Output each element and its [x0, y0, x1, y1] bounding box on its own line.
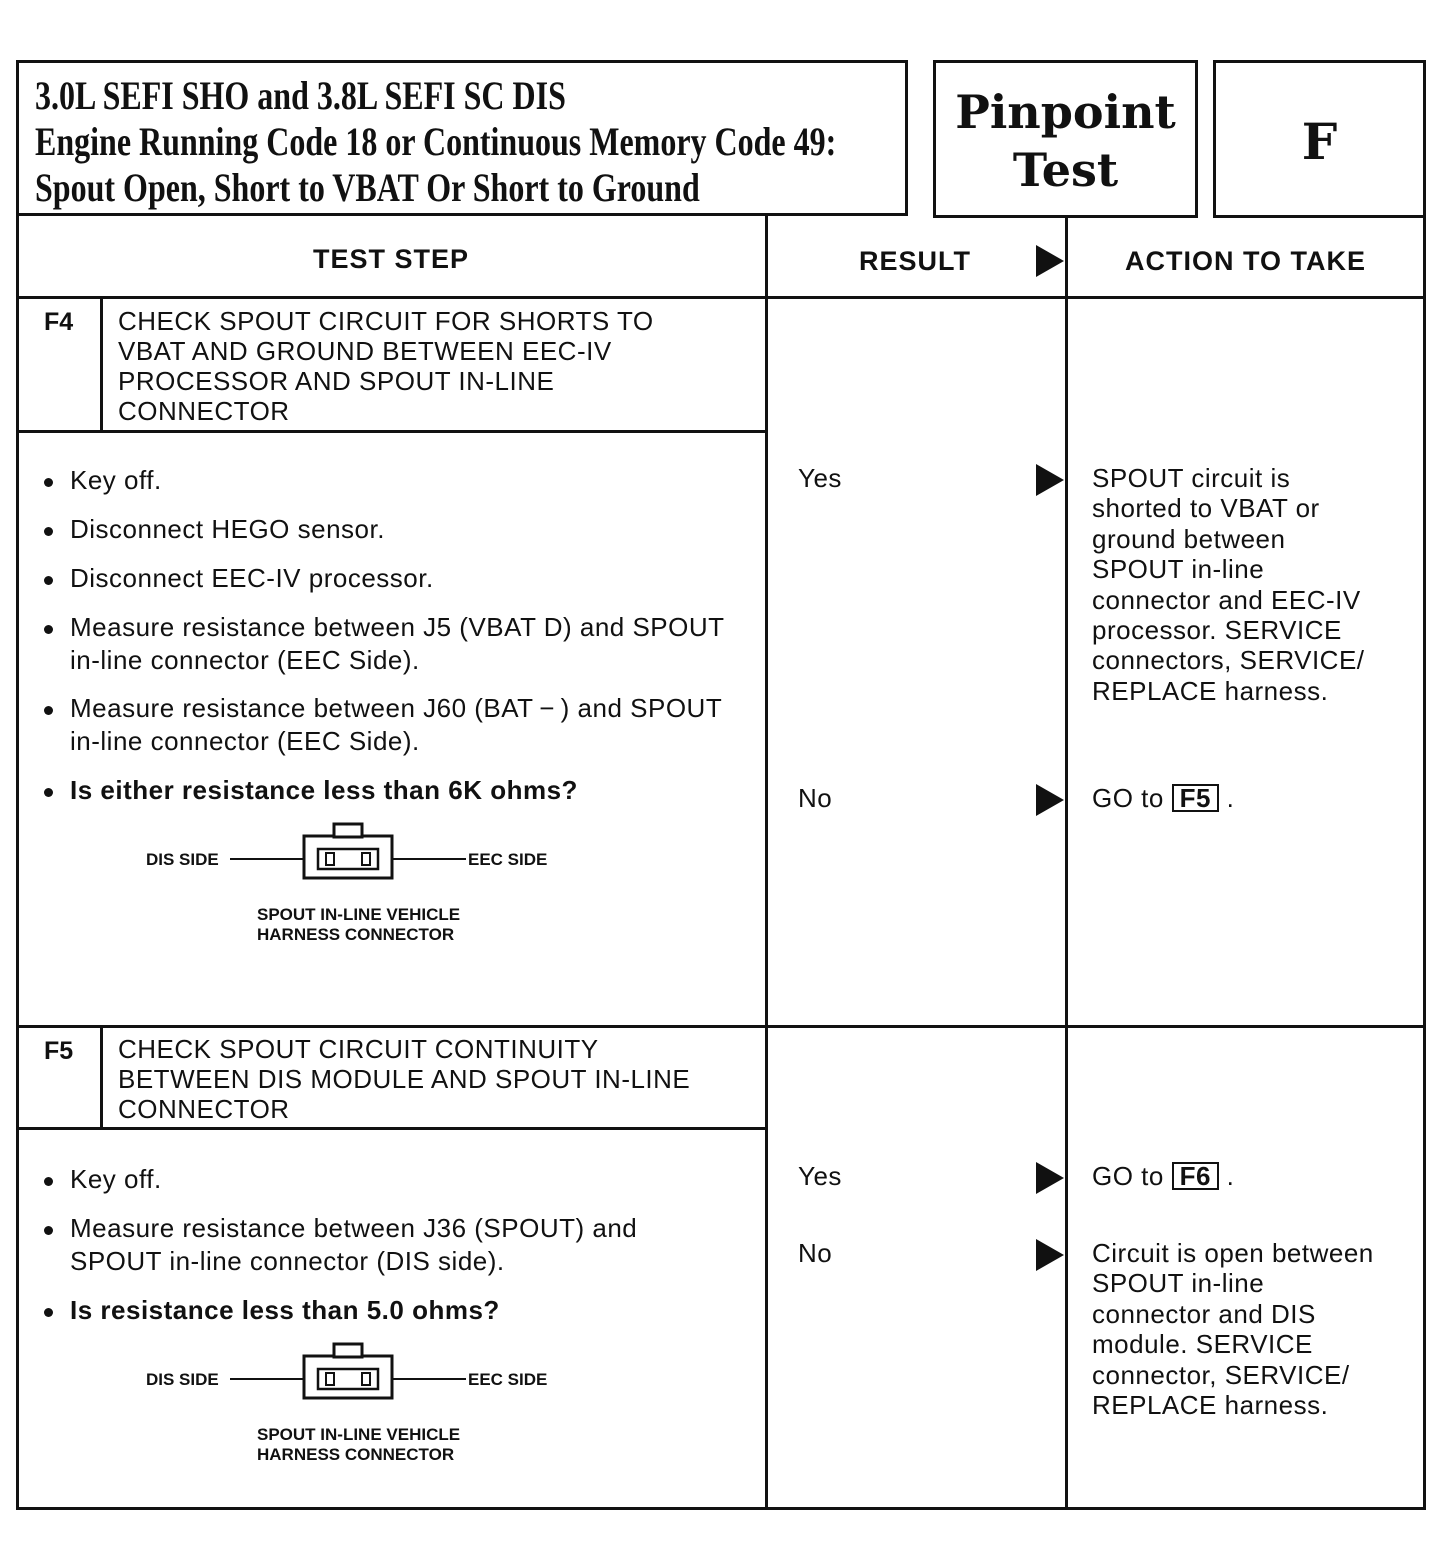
f4-bullet-2: Disconnect HEGO sensor.	[44, 513, 730, 546]
f5-bullet-2: Measure resistance between J36 (SPOUT) and SPOUT in-line connector (DIS side).	[44, 1212, 730, 1278]
header-row-border	[16, 296, 1426, 299]
f5-action-no-line-5: connector, SERVICE/	[1092, 1360, 1350, 1390]
f4-id-divider	[100, 298, 103, 431]
pinpoint-label: Pinpoint	[955, 85, 1176, 139]
f6-step-link[interactable]: F6	[1172, 1162, 1219, 1190]
f4-action-yes-line-6: processor. SERVICE	[1092, 615, 1342, 645]
f4-bullet-3: Disconnect EEC-IV processor.	[44, 562, 730, 595]
f5-step-link[interactable]: F5	[1172, 784, 1219, 812]
f4-action-yes-line-7: connectors, SERVICE/	[1092, 645, 1365, 675]
f5-dis-side-label: DIS SIDE	[146, 1370, 219, 1389]
f4-dis-side-label: DIS SIDE	[146, 850, 219, 869]
title-line-3: Spout Open, Short to VBAT Or Short to Ground	[35, 165, 700, 210]
f5-no-arrow-icon	[1036, 1239, 1064, 1271]
f4-action-yes-line-4: SPOUT in-line	[1092, 554, 1265, 584]
f4-yes-arrow-icon	[1036, 464, 1064, 496]
f5-title-border	[16, 1127, 767, 1130]
f4-question: Is either resistance less than 6K ohms?	[44, 774, 750, 807]
column-divider-2	[1065, 216, 1068, 1510]
f5-go-to-label: GO to	[1092, 1161, 1164, 1191]
f4-go-to-suffix: .	[1226, 783, 1235, 813]
step-id-f5: F5	[44, 1037, 74, 1065]
f5-result-no: No	[798, 1238, 833, 1268]
f5-result-yes: Yes	[798, 1161, 842, 1191]
f4-bullet-1: Key off.	[44, 464, 730, 497]
f4-caption-line-1: SPOUT IN-LINE VEHICLE	[257, 905, 461, 924]
f5-title-line-2: BETWEEN DIS MODULE AND SPOUT IN-LINE	[118, 1064, 691, 1094]
f4-action-yes-line-5: connector and EEC-IV	[1092, 585, 1361, 615]
f5-caption-line-2: HARNESS CONNECTOR	[257, 1445, 455, 1464]
title-line-1: 3.0L SEFI SHO and 3.8L SEFI SC DIS	[35, 73, 566, 118]
f5-action-no-line-4: module. SERVICE	[1092, 1329, 1313, 1359]
f4-action-yes-line-3: ground between	[1092, 524, 1286, 554]
f4-no-arrow-icon	[1036, 784, 1064, 816]
table-right-border	[1423, 216, 1426, 1510]
pinpoint-test-box	[933, 60, 1198, 218]
result-arrow-icon	[1036, 245, 1064, 277]
f5-caption-line-1: SPOUT IN-LINE VEHICLE	[257, 1425, 461, 1444]
f4-title-line-2: VBAT AND GROUND BETWEEN EEC-IV	[118, 336, 612, 366]
table-bottom-border	[16, 1507, 1426, 1510]
f5-id-divider	[100, 1027, 103, 1128]
f4-go-to-label: GO to	[1092, 783, 1164, 813]
f5-title-line-3: CONNECTOR	[118, 1094, 290, 1124]
f4-action-yes-line-8: REPLACE harness.	[1092, 676, 1329, 706]
f4-connector-icon	[230, 820, 466, 884]
f5-yes-arrow-icon	[1036, 1162, 1064, 1194]
test-label: Test	[1012, 143, 1119, 197]
f4-title-border	[16, 430, 767, 433]
f4-result-no: No	[798, 783, 833, 813]
f4-action-yes-line-1: SPOUT circuit is	[1092, 463, 1291, 493]
f4-eec-side-label: EEC SIDE	[468, 850, 548, 869]
test-letter: F	[1301, 112, 1338, 171]
f4-result-yes: Yes	[798, 463, 842, 493]
f4-action-no	[1092, 783, 1234, 813]
f5-bullet-1: Key off.	[44, 1163, 730, 1196]
title-line-2: Engine Running Code 18 or Continuous Memory Code 49:	[35, 119, 837, 164]
f5-title-line-1: CHECK SPOUT CIRCUIT CONTINUITY	[118, 1034, 599, 1064]
f4-bullet-4: Measure resistance between J5 (VBAT D) and SPOUT in-line connector (EEC Side).	[44, 611, 730, 677]
step-divider	[16, 1025, 1426, 1028]
column-header-action: ACTION TO TAKE	[1125, 246, 1366, 276]
f5-action-yes	[1092, 1161, 1234, 1191]
column-header-test-step: TEST STEP	[312, 244, 470, 274]
f4-title-line-3: PROCESSOR AND SPOUT IN-LINE	[118, 366, 555, 396]
f5-action-no-line-1: Circuit is open between	[1092, 1238, 1374, 1268]
column-divider-1	[765, 216, 768, 1510]
f4-title-line-4: CONNECTOR	[118, 396, 290, 426]
f5-action-no-line-3: connector and DIS	[1092, 1299, 1316, 1329]
f5-go-to-suffix: .	[1226, 1161, 1235, 1191]
test-letter-box	[1213, 60, 1426, 218]
f5-question: Is resistance less than 5.0 ohms?	[44, 1294, 750, 1327]
table-left-border	[16, 216, 19, 1510]
f5-eec-side-label: EEC SIDE	[468, 1370, 548, 1389]
f5-action-no-line-6: REPLACE harness.	[1092, 1390, 1329, 1420]
f5-action-no-line-2: SPOUT in-line	[1092, 1268, 1265, 1298]
f5-connector-icon	[230, 1340, 466, 1404]
f4-caption-line-2: HARNESS CONNECTOR	[257, 925, 455, 944]
title-box	[16, 60, 908, 216]
f4-bullet-5: Measure resistance between J60 (BAT − ) and SPOUT in-line connector (EEC Side).	[44, 692, 730, 758]
step-id-f4: F4	[44, 308, 74, 336]
f4-action-yes-line-2: shorted to VBAT or	[1092, 493, 1320, 523]
f4-title-line-1: CHECK SPOUT CIRCUIT FOR SHORTS TO	[118, 306, 654, 336]
column-header-result: RESULT	[859, 246, 971, 276]
